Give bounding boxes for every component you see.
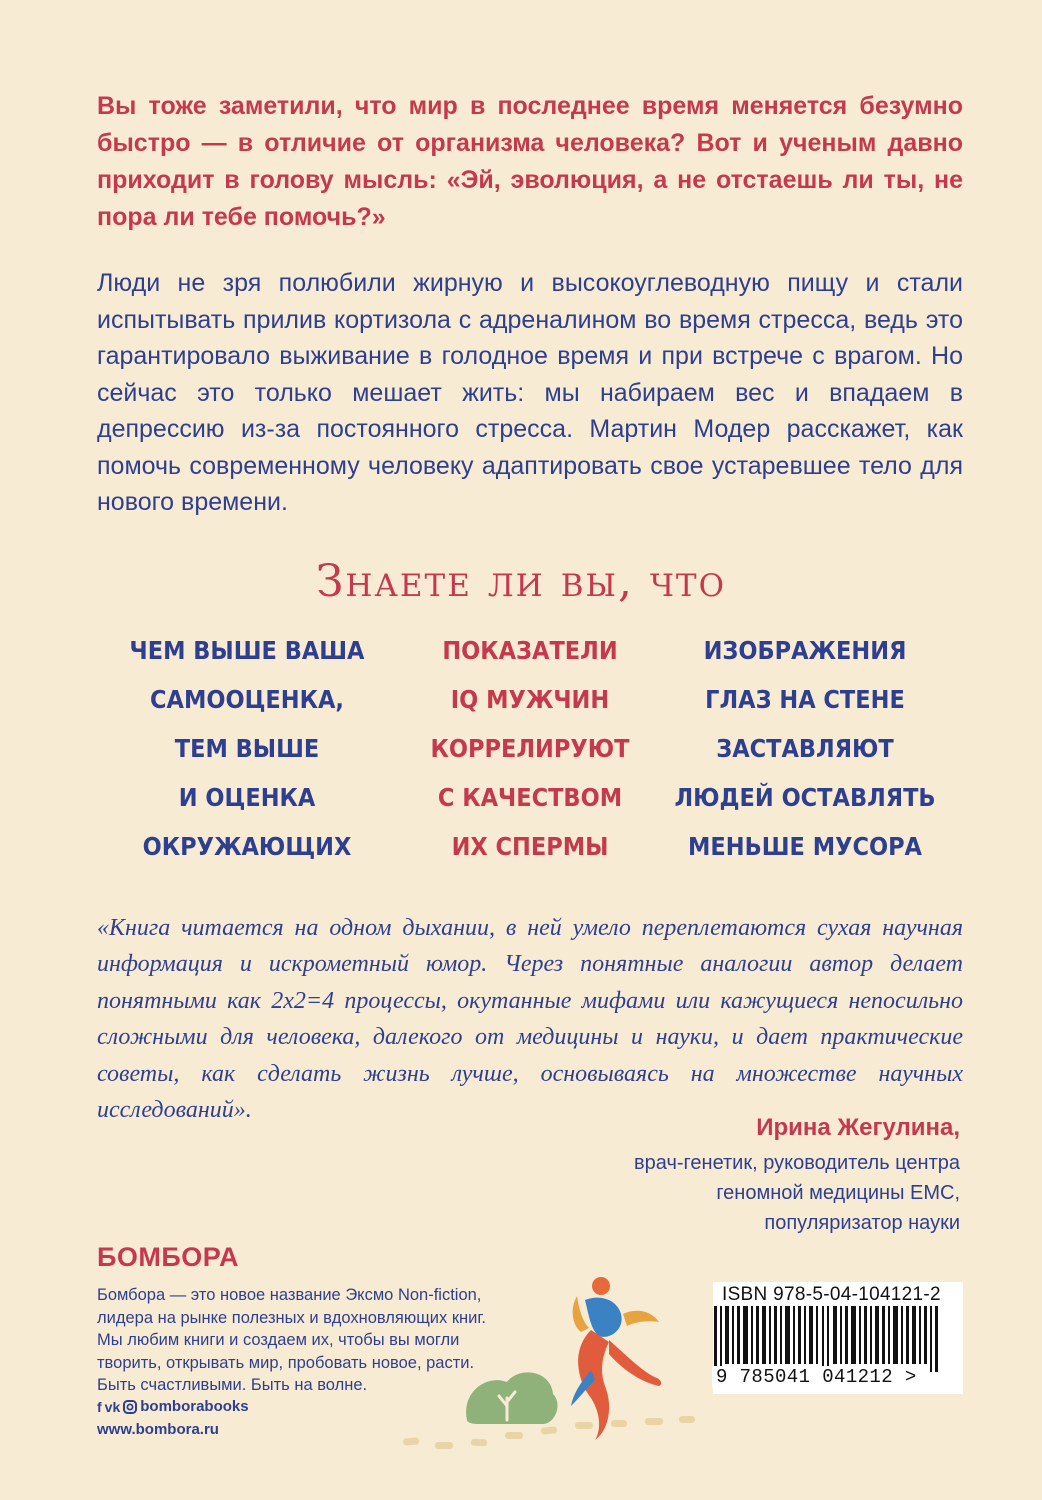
facts-heading: Знаете ли вы, что [315, 556, 727, 607]
quote-author-name: Ирина Жегулина, [756, 1114, 960, 1141]
description-paragraph: Люди не зря полюбили жирную и высокоуглеводную пищу и стали испытывать прилив кортизола с адреналином во время стресса, ведь это гарантировало выживание в голодное время и при встрече с врагом. Но сейчас это только мешает жить: мы набираем вес и впадаем в депрессию из-за постоянного стресса. Мартин Модер расскажет, как помочь современному человеку адаптировать свое устаревшее тело для нового времени. [97, 269, 963, 516]
fact-line: ЧЕМ ВЫШЕ ВАША [129, 636, 365, 665]
fact-line: С КАЧЕСТВОМ [437, 783, 623, 812]
publisher-description-line: Мы любим книги и создаем их, чтобы вы могли [97, 1331, 460, 1349]
fact-line: ГЛАЗ НА СТЕНЕ [705, 685, 905, 714]
author-role-line: популяризатор науки [764, 1212, 960, 1234]
publisher-description-line: лидера на рынке полезных и вдохновляющих книг. [97, 1308, 486, 1327]
publisher-logo: БОМБОРА [97, 1242, 239, 1272]
fact-line: ОКРУЖАЮЩИХ [142, 832, 352, 861]
author-role-line: врач-генетик, руководитель центра [634, 1152, 960, 1174]
fact-line: КОРРЕЛИРУЮТ [430, 734, 630, 763]
fact-line: IQ МУЖЧИН [450, 685, 610, 714]
intro-paragraph: Вы тоже заметили, что мир в последнее время меняется безумно быстро — в отличие от организма человека? Вот и ученым давно приходит в голову мысль: «Эй, эволюция, а не отстаешь ли ты, не пора ли тебе помочь?» [97, 92, 963, 231]
fact-line: МЕНЬШЕ МУСОРА [688, 832, 922, 861]
facebook-icon[interactable]: f [97, 1398, 102, 1415]
fact-column-iq [380, 626, 680, 871]
fact-line: ПОКАЗАТЕЛИ [442, 636, 618, 665]
fact-line: ТЕМ ВЫШЕ [174, 734, 320, 763]
isbn-label: ISBN 978-5-04-104121-2 [722, 1284, 941, 1305]
social-handle[interactable]: bomborabooks [140, 1398, 249, 1415]
barcode-digits: 9 785041 041212 > [712, 1366, 921, 1388]
vk-icon[interactable]: vk [104, 1398, 121, 1415]
fact-column-eyes [655, 626, 955, 871]
fact-column-self-esteem [97, 626, 397, 871]
fact-line: ЗАСТАВЛЯЮТ [716, 734, 894, 763]
fact-line: ИЗОБРАЖЕНИЯ [703, 636, 907, 665]
publisher-description-line: творить, открывать мир, пробовать новое, расти. [97, 1353, 475, 1372]
fact-line: ЛЮДЕЙ ОСТАВЛЯТЬ [674, 783, 936, 812]
publisher-description-line: Бомбора — это новое название Эксмо Non-fiction, [97, 1286, 482, 1304]
author-role-line: геномной медицины ЕМС, [716, 1182, 960, 1204]
bush-icon [466, 1372, 557, 1424]
fact-line: И ОЦЕНКА [178, 783, 316, 812]
fact-line: САМООЦЕНКА, [150, 685, 344, 714]
quote-author-roles [634, 1148, 960, 1238]
dancing-figure-illustration [395, 1270, 705, 1470]
fact-line: ИХ СПЕРМЫ [451, 832, 609, 861]
publisher-description-line: Быть счастливыми. Быть на волне. [97, 1376, 368, 1394]
review-quote: «Книга читается на одном дыхании, в ней умело переплетаются сухая научная информация и искрометный юмор. Через понятные аналогии автор делает понятными как 2х2=4 процессы, окутанные мифами или кажущиеся непосильно сложными для человека, далекого от медицины и науки, и дает практические советы, как сделать жизнь лучше, основываясь на множестве научных исследований». [97, 915, 963, 1124]
publisher-website[interactable]: www.bombora.ru [97, 1421, 219, 1438]
dancer-figure [571, 1277, 661, 1440]
instagram-icon[interactable] [123, 1400, 137, 1414]
barcode-icon [706, 1306, 958, 1372]
social-links [97, 1398, 249, 1415]
